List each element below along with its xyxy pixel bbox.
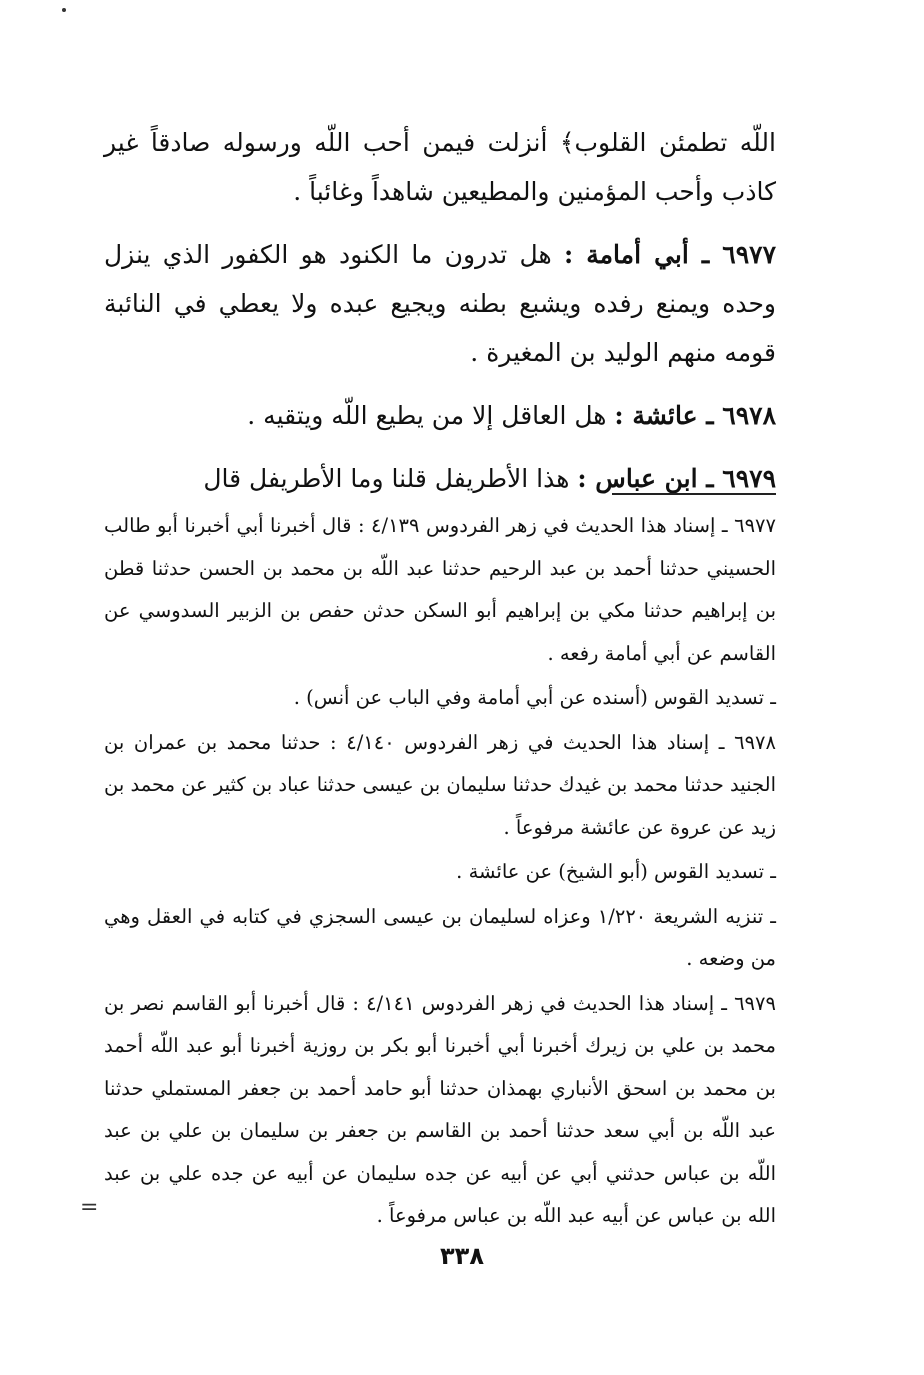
footnote-separator: [612, 493, 776, 495]
entry-6978-text: هل العاقل إلا من يطيع اللّه ويتقيه .: [247, 401, 615, 430]
entry-6977-text: هل تدرون ما الكنود هو الكفور الذي ينزل وحده ويمنع رفده ويشبع بطنه ويجيع عبده ولا يعطي في النائبة قومه منهم الوليد بن المغيرة .: [104, 240, 776, 367]
footnote-6977: ٦٩٧٧ ـ إسناد هذا الحديث في زهر الفردوس ٤/١٣٩ : قال أخبرنا أبي أخبرنا أبو طالب الحسيني حدثنا أحمد بن عبد الرحيم حدثنا عبد اللّه بن محمد بن الحسن حدثنا قطن بن إبراهيم حدثنا مكي بن إبراهيم أبو السكن حدثن حفص بن الزبير السدوسي عن القاسم عن أبي أمامة رفعه .: [104, 514, 776, 665]
footnote-6978-ref2: ـ تنزيه الشريعة ١/٢٢٠ وعزاه لسليمان بن عيسى السجزي في كتابه في العقل وهي من وضعه .: [104, 904, 776, 970]
entry-6979: [104, 454, 776, 503]
entry-6979-heading: ٦٩٧٩ ـ ابن عباس :: [577, 464, 776, 493]
footnote-6978-ref1: ـ تسديد القوس (أبو الشيخ) عن عائشة .: [456, 860, 776, 883]
entry-6978-heading: ٦٩٧٨ ـ عائشة :: [614, 401, 776, 430]
entry-6978: [104, 391, 776, 440]
continuation-mark: =: [80, 1195, 99, 1220]
entry-6977-heading: ٦٩٧٧ ـ أبي أمامة :: [563, 240, 776, 269]
footnote-6978: ٦٩٧٨ ـ إسناد هذا الحديث في زهر الفردوس ٤/١٤٠ : حدثنا محمد بن عمران بن الجنيد حدثنا محمد بن غيدك حدثنا سليمان بن عيسى حدثنا عباد بن كثير عن محمد بن زيد عن عروة عن عائشة مرفوعاً .: [104, 730, 776, 839]
entry-6977: [104, 230, 776, 377]
main-text: [104, 118, 776, 517]
footnotes: [104, 505, 776, 1240]
page-number: ٣٣٨: [440, 1242, 484, 1270]
entry-6979-text: هذا الأطريفل قلنا وما الأطريفل قال: [203, 464, 578, 493]
top-dot-mark: [62, 8, 66, 12]
footnote-6977-ref: ـ تسديد القوس (أسنده عن أبي أمامة وفي الباب عن أنس) .: [293, 686, 776, 709]
main-paragraph-continuation: اللّه تطمئن القلوب﴾ أنزلت فيمن أحب اللّه ورسوله صادقاً غير كاذب وأحب المؤمنين والمطيعين شاهداً وغائباً .: [104, 128, 776, 206]
footnote-6979: ٦٩٧٩ ـ إسناد هذا الحديث في زهر الفردوس ٤/١٤١ : قال أخبرنا أبو القاسم نصر بن محمد بن علي بن زيرك أخبرنا أبي أخبرنا أبو بكر بن روزية أخبرنا أبو عبد اللّه أحمد بن محمد بن اسحق الأنباري بهمذان حدثنا أبو حامد أحمد بن جعفر المستملي حدثنا عبد اللّه بن أبي سعد حدثنا أحمد بن القاسم بن جعفر بن سليمان بن علي بن عبد اللّه بن عباس حدثني أبي عن أبيه عن جده سليمان عن أبيه عن جده علي بن عبد الله بن عباس عن أبيه عبد اللّه بن عباس مرفوعاً .: [104, 991, 776, 1227]
